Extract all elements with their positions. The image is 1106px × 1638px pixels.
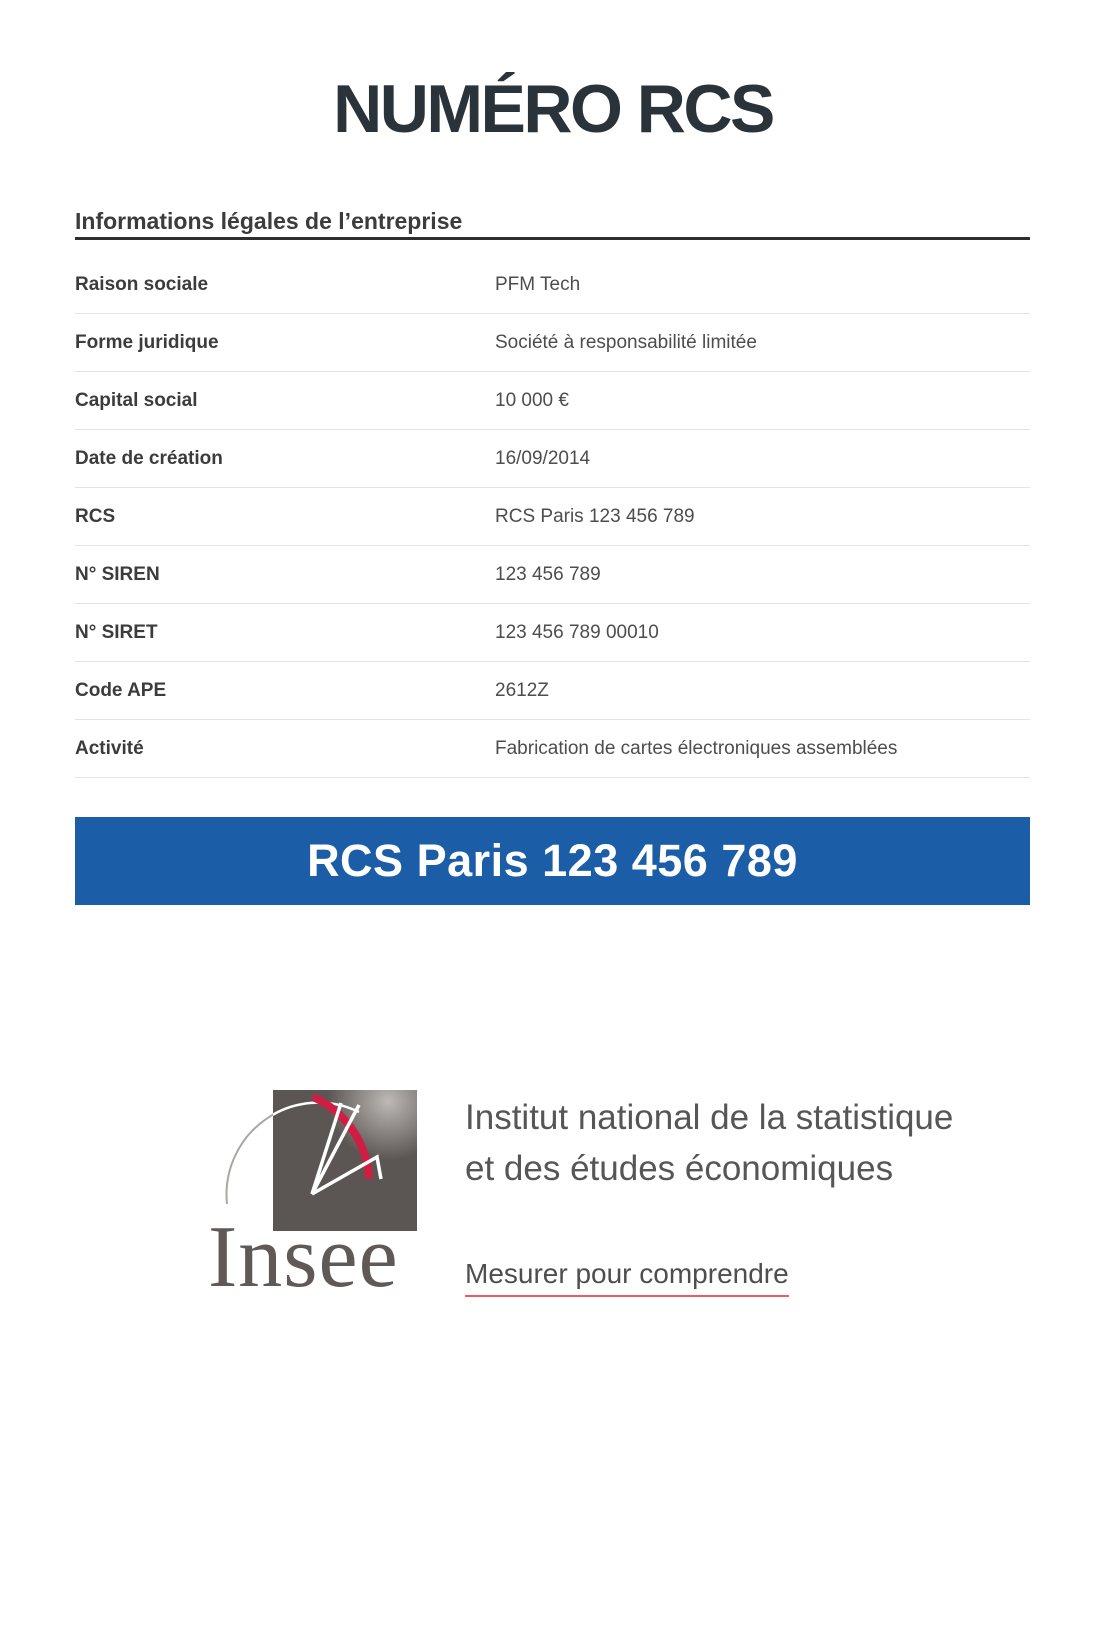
table-row [75, 314, 1030, 372]
section-heading: Informations légales de l’entreprise [75, 210, 1030, 240]
row-value: PFM Tech [495, 273, 581, 295]
row-value: 2612Z [495, 679, 549, 701]
table-row [75, 488, 1030, 546]
row-value: Société à responsabilité limitée [495, 331, 757, 353]
table-row [75, 372, 1030, 430]
table-row [75, 604, 1030, 662]
row-label: N° SIRET [75, 621, 158, 643]
insee-institution-line1: Institut national de la statistique [465, 1098, 954, 1137]
rcs-number-banner-text: RCS Paris 123 456 789 [307, 835, 798, 886]
insee-brand-block [206, 1086, 1030, 1306]
page [0, 71, 1106, 1638]
table-row [75, 662, 1030, 720]
row-label: Forme juridique [75, 331, 219, 353]
row-label: RCS [75, 505, 116, 527]
row-value: 123 456 789 00010 [495, 621, 659, 643]
insee-institution-line2: et des études économiques [465, 1149, 894, 1188]
table-row [75, 430, 1030, 488]
info-table [75, 256, 1030, 778]
insee-institution-name [465, 1092, 953, 1194]
insee-wordmark: Insee [208, 1209, 399, 1306]
row-label: Activité [75, 737, 144, 759]
row-value: Fabrication de cartes électroniques assemblées [495, 737, 898, 759]
content-container [75, 208, 1030, 1306]
table-row [75, 546, 1030, 604]
row-label: Capital social [75, 389, 198, 411]
insee-tagline: Mesurer pour comprendre [465, 1260, 789, 1297]
table-row [75, 256, 1030, 314]
row-label: N° SIREN [75, 563, 160, 585]
insee-logo [206, 1086, 438, 1306]
row-label: Code APE [75, 679, 167, 701]
insee-text-block [465, 1086, 953, 1302]
row-value: 123 456 789 [495, 563, 601, 585]
row-label: Raison sociale [75, 273, 209, 295]
rcs-number-banner [75, 817, 1030, 905]
row-value: 10 000 € [495, 389, 569, 411]
row-value: 16/09/2014 [495, 447, 591, 469]
row-value: RCS Paris 123 456 789 [495, 505, 695, 527]
table-row [75, 720, 1030, 778]
page-title: NUMÉRO RCS [333, 71, 773, 147]
row-label: Date de création [75, 447, 223, 469]
